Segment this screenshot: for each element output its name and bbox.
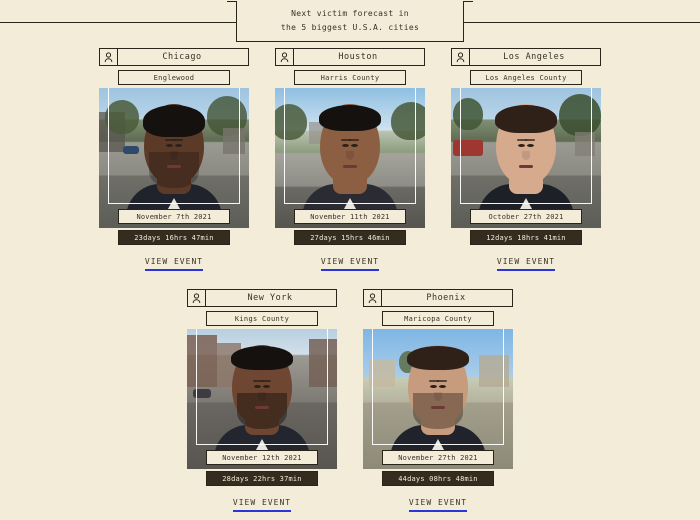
county-label: Englewood [118,70,230,85]
city-header-phoenix [363,289,513,307]
city-header-houston [275,48,425,66]
view-event-underline [233,510,291,512]
forecast-countdown: 28days 22hrs 37min [206,471,318,486]
view-event-underline [145,269,203,271]
victim-card-phoenix[interactable] [363,289,513,512]
city-header-new-york [187,289,337,307]
person-pin-icon [452,49,470,65]
view-event-button-los-angeles[interactable] [497,257,555,271]
forecast-countdown: 23days 16hrs 47min [118,230,230,245]
view-event-button-phoenix[interactable] [409,498,467,512]
person-pin-icon [364,290,382,306]
forecast-countdown: 12days 18hrs 41min [470,230,582,245]
page-title-line-2: the 5 biggest U.S.A. cities [280,23,420,32]
forecast-date: October 27th 2021 [470,209,582,224]
photo-frame-overlay [460,88,592,204]
view-event-label: VIEW EVENT [496,257,556,266]
photo-frame-overlay [284,88,416,204]
victim-photo-los-angeles [451,88,601,228]
page-header [0,0,700,44]
forecast-date: November 11th 2021 [294,209,406,224]
page-title [236,2,464,42]
victim-card-houston[interactable] [275,48,425,271]
title-notch-right [463,1,473,12]
forecast-countdown: 27days 15hrs 46min [294,230,406,245]
forecast-countdown: 44days 08hrs 48min [382,471,494,486]
city-name: New York [247,293,293,303]
forecast-date: November 12th 2021 [206,450,318,465]
victim-card-los-angeles[interactable] [451,48,601,271]
city-name: Los Angeles [503,52,565,62]
city-name: Chicago [162,52,202,62]
view-event-label: VIEW EVENT [320,257,380,266]
victim-photo-phoenix [363,329,513,469]
photo-frame-overlay [196,329,328,445]
view-event-button-chicago[interactable] [145,257,203,271]
view-event-button-new-york[interactable] [233,498,291,512]
city-name: Phoenix [426,293,466,303]
victim-card-new-york[interactable] [187,289,337,512]
forecast-row-2 [0,289,700,512]
city-header-los-angeles [451,48,601,66]
county-label: Los Angeles County [470,70,582,85]
view-event-button-houston[interactable] [321,257,379,271]
photo-frame-overlay [372,329,504,445]
forecast-row-1 [0,48,700,271]
view-event-underline [321,269,379,271]
page-title-line-1: Next victim forecast in [291,9,409,18]
forecast-date: November 27th 2021 [382,450,494,465]
title-notch-left [227,1,237,12]
city-header-chicago [99,48,249,66]
person-pin-icon [276,49,294,65]
county-label: Harris County [294,70,406,85]
county-label: Maricopa County [382,311,494,326]
victim-card-chicago[interactable] [99,48,249,271]
city-name: Houston [338,52,378,62]
victim-photo-houston [275,88,425,228]
county-label: Kings County [206,311,318,326]
person-pin-icon [100,49,118,65]
photo-frame-overlay [108,88,240,204]
view-event-label: VIEW EVENT [408,498,468,507]
view-event-label: VIEW EVENT [144,257,204,266]
view-event-label: VIEW EVENT [232,498,292,507]
forecast-date: November 7th 2021 [118,209,230,224]
victim-photo-chicago [99,88,249,228]
view-event-underline [409,510,467,512]
person-pin-icon [188,290,206,306]
view-event-underline [497,269,555,271]
victim-photo-new-york [187,329,337,469]
